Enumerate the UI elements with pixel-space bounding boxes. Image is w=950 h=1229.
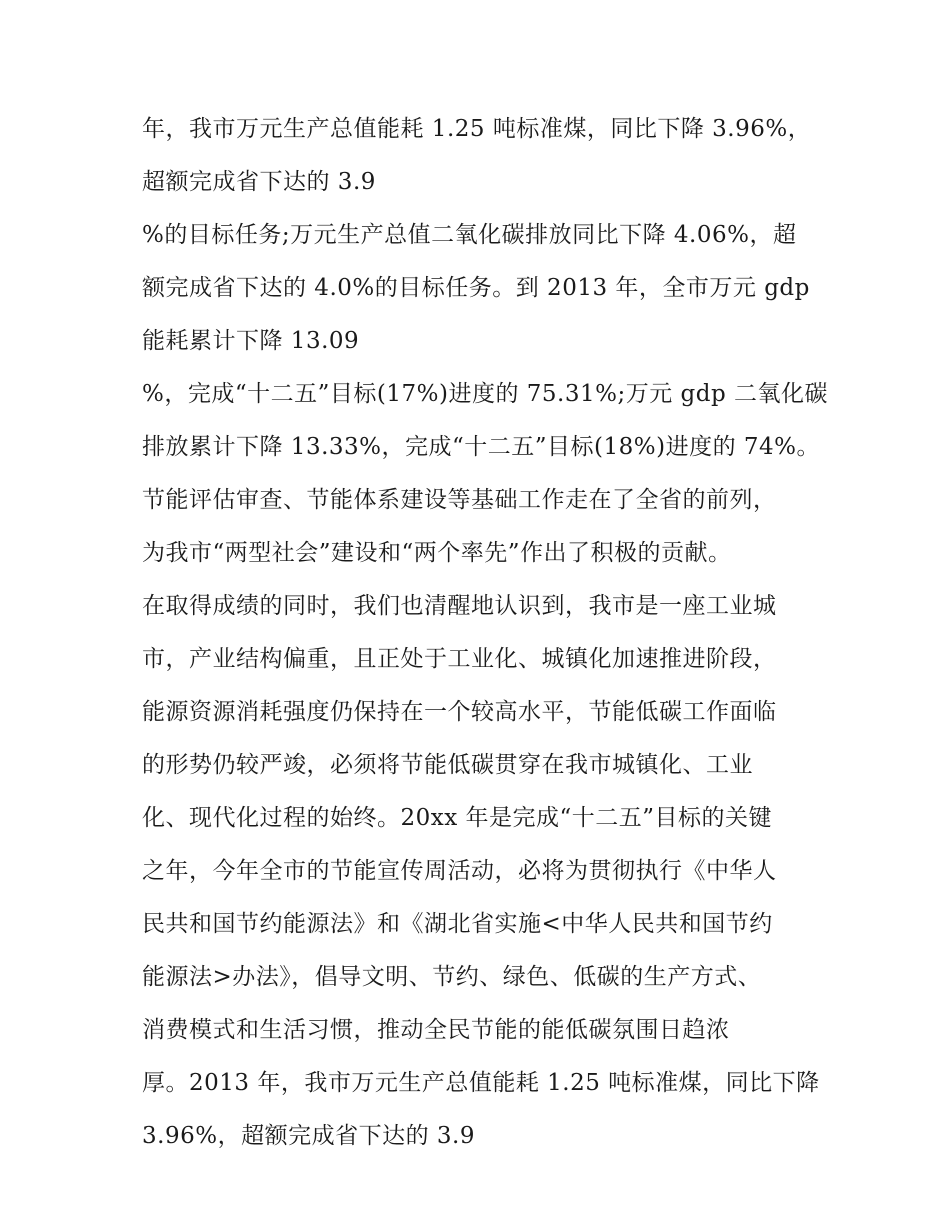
document-body <box>142 103 842 1163</box>
text-line: 额完成省下达的 4.0%的目标任务。到 2013 年，全市万元 gdp <box>142 275 810 301</box>
text-line: 在取得成绩的同时，我们也清醒地认识到，我市是一座工业城 <box>142 593 777 619</box>
text-line: 能耗累计下降 13.09 <box>142 328 360 354</box>
text-line: 超额完成省下达的 3.9 <box>142 169 376 195</box>
text-line: 市，产业结构偏重，且正处于工业化、城镇化加速推进阶段， <box>142 646 777 672</box>
text-line: 能源法>办法》，倡导文明、节约、绿色、低碳的生产方式、 <box>142 964 762 990</box>
text-line: 年，我市万元生产总值能耗 1.25 吨标准煤，同比下降 3.96%， <box>142 116 812 142</box>
text-line: 的形势仍较严竣，必须将节能低碳贯穿在我市城镇化、工业 <box>142 752 753 778</box>
text-line: 消费模式和生活习惯，推动全民节能的能低碳氛围日趋浓 <box>142 1017 730 1043</box>
text-line: %，完成“十二五”目标(17%)进度的 75.31%;万元 gdp 二氧化碳 <box>142 381 828 407</box>
text-line: 节能评估审查、节能体系建设等基础工作走在了全省的前列， <box>142 487 777 513</box>
text-line: 能源资源消耗强度仍保持在一个较高水平，节能低碳工作面临 <box>142 699 777 725</box>
text-line: %的目标任务;万元生产总值二氧化碳排放同比下降 4.06%，超 <box>142 222 797 248</box>
text-line: 化、现代化过程的始终。20xx 年是完成“十二五”目标的关键 <box>142 805 773 831</box>
text-line: 厚。2013 年，我市万元生产总值能耗 1.25 吨标准煤，同比下降 <box>142 1070 820 1096</box>
text-line: 排放累计下降 13.33%，完成“十二五”目标(18%)进度的 74%。 <box>142 434 821 460</box>
text-line: 为我市“两型社会”建设和“两个率先”作出了积极的贡献。 <box>142 540 732 566</box>
text-line: 民共和国节约能源法》和《湖北省实施<中华人民共和国节约 <box>142 911 773 937</box>
text-line: 之年，今年全市的节能宣传周活动，必将为贯彻执行《中华人 <box>142 858 777 884</box>
text-line: 3.96%，超额完成省下达的 3.9 <box>142 1123 475 1149</box>
